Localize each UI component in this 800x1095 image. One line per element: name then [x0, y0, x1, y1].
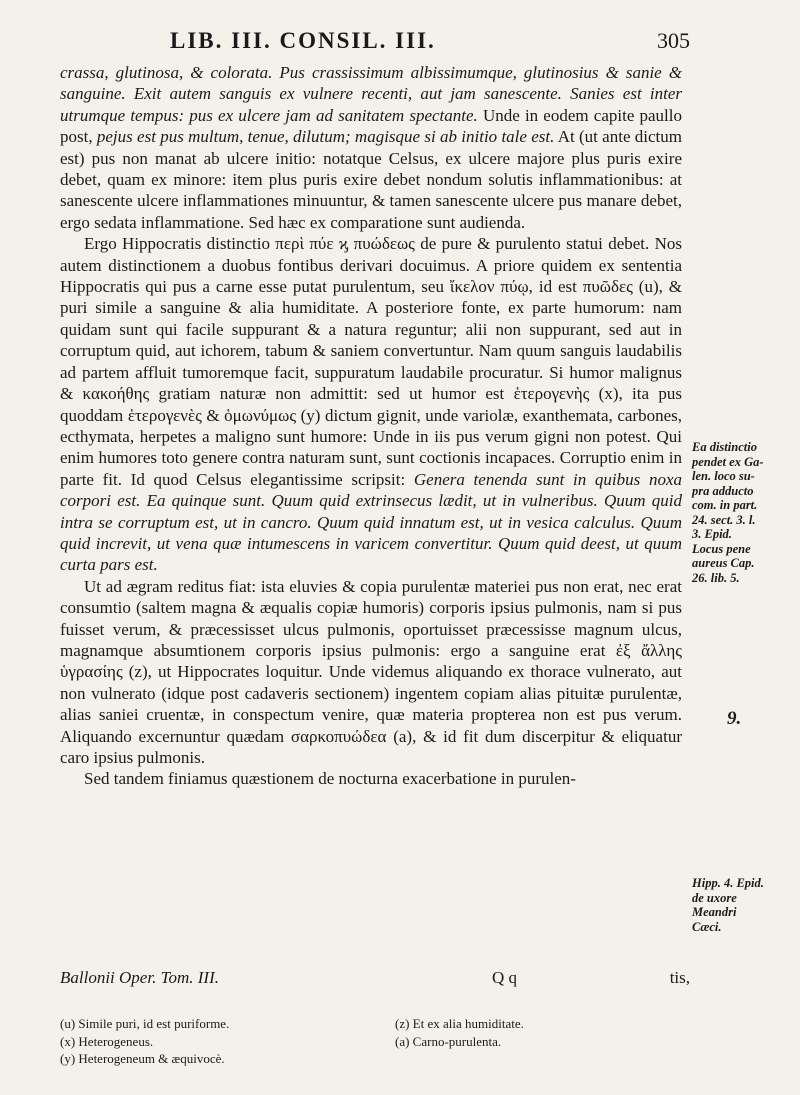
margin-note-line: 24. sect. 3. l.: [692, 512, 756, 527]
footnote: (y) Heterogeneum & æquivocè.: [60, 1051, 225, 1066]
page-footer-line: [60, 968, 690, 990]
margin-note-line: 3. Epid.: [692, 527, 732, 541]
paragraph: [60, 62, 682, 233]
margin-note-line: pendet ex Ga-: [692, 454, 764, 469]
margin-note-hippocrates: [692, 876, 797, 934]
text-segment: At (ut ante dictum est) pus non manat ab ulcere initio: notatque Celsus, ex ulcere majore plus puris exire debet, quam ex minore: item plus puris exire debet nondum solutis inflammationibus: at sanescente ulcere inflammationes minuuntur, & tamen sanescente ulcere pus manare debet, ergo sedata inflammatione. Sed hæc ex comparatione sunt audienda.: [60, 127, 682, 232]
page-header: [60, 28, 690, 58]
paragraph: [60, 768, 682, 789]
margin-note-line: len. loco su-: [692, 469, 755, 483]
text-segment: Unde in eodem capite paullo post,: [60, 105, 683, 147]
paragraph: [60, 576, 682, 769]
text-segment: crassa, glutinosa, & colorata. Pus crassissimum albissimumque, glutinosius & sanie & sanguine. Exit autem sanguis ex vulnere recenti, aut jam sanescente. Sanies est inter utrumque tempus: pus ex ulcere jam ad sanitatem spectante.: [60, 63, 682, 125]
footnote: (z) Et ex alia humiditate.: [395, 1016, 524, 1031]
margin-note-line: Hipp. 4. Epid.: [692, 876, 764, 890]
footnote: (x) Heterogeneus.: [60, 1033, 154, 1049]
text-segment: Sed tandem finiamus quæstionem de nocturna exacerbatione in purulen-: [84, 769, 576, 789]
paragraph: [60, 233, 682, 576]
margin-note-line: pra adducto: [692, 483, 754, 498]
text-segment: pejus est pus multum, tenue, dilutum; magisque si ab initio tale est.: [96, 127, 555, 147]
main-text: [60, 62, 682, 790]
margin-note-line: aureus Cap.: [692, 556, 755, 570]
margin-note-line: com. in part.: [692, 498, 758, 512]
margin-note-line: 26. lib. 5.: [692, 570, 740, 585]
footnote: (a) Carno-purulenta.: [395, 1033, 502, 1049]
margin-note-line: Ea distinctio: [692, 440, 757, 454]
text-segment: Genera tenenda sunt in quibus noxa corpori est. Ea quinque sunt. Quum quid extrinsecus lædit, ut in vulneribus. Quum quid intra se corruptum est, ut in cancro. Quum quid innatum est, ut in vesica calculus. Quum quid increvit, ut vena quæ intumescens in varicem convertitur. Quum quid deest, ut quum curta pars est.: [60, 469, 682, 575]
margin-note-line: Cæci.: [692, 919, 722, 934]
catchword: tis,: [669, 968, 690, 987]
footnote: (u) Simile puri, id est puriforme.: [60, 1016, 230, 1031]
volume-reference: Ballonii Oper. Tom. III.: [60, 968, 219, 987]
margin-number: 9.: [727, 708, 742, 729]
text-segment: Ut ad ægram reditus fiat: ista eluvies & copia purulentæ materiei pus non erat, nec erat consumtio (saltem magna & æqualis copiæ humoris) corporis ipsius pulmonis, nam si pus fuisset verum, & præcessisset ulcus pulmonis, oportuisset præcessisse magnum ulcus, magnamque absumtionem corporis ipsius pulmonis: ergo a sanguine erat ἐξ ἄλλης ὑγρασίης (z), ut Hippocrates loquitur. Unde videmus aliquando ex thorace vulnerato, aut non vulnerato (idque post cadaveris sectionem) ingentem copiam alias pituitæ purulentæ, alias saniei cruentæ, in conspectum venire, quæ materia propterea non est pus verum. Aliquando excernuntur quædam σαρκοπυώδεα (a), & id fit dum discerpitur & eliquatur caro ipsius pulmonis.: [60, 576, 682, 767]
footnote-column: [60, 1015, 360, 1068]
margin-note-line: Meandri: [692, 905, 737, 919]
page-number: 305: [657, 28, 690, 53]
margin-note-line: de uxore: [692, 890, 737, 905]
running-head: LIB. III. CONSIL. III.: [170, 28, 436, 53]
margin-note-galen: [692, 440, 797, 585]
signature-mark: Q q: [492, 968, 518, 987]
text-segment: Ergo Hippocratis distinctio περὶ πύε ϗ πυώδεως de pure & purulento statui debet. Nos autem distinctionem a duobus fontibus derivari docuimus. A priore quidem ex sententia Hippocratis qui pus a carne esse putat purulentum, seu ἴκελον πύῳ, id est πυῶδες (u), & puri simile a sanguine & alia humiditate. A posteriore fonte, ex parte humorum: nam quidam sunt qui facile suppurant & a natura reguntur; alii non suppurant, sed aut in corruptum quid, aut ichorem, tabum & saniem convertuntur. Nam quum sanguis laudabilis ad partem affluit tumoremque facit, suppuratum laudabile procuratur. Si humor malignus & κακοήθης gratiam naturæ non admittit: sed ut humor est ἑτερογενὴς (x), ita pus quoddam ἑτερογενὲς & ὁμωνύμως (y) dictum gignit, unde variolæ, exanthemata, carbones, ecthymata, herpetes a maligno sunt humore: Unde in iis pus verum gigni non potest. Qui enim humores toto genere contra naturam sunt, sunt coctionis incapaces. Corruptio enim in parte fit. Id quod Celsus elegantissime scripsit:: [60, 234, 682, 489]
footnote-column: [395, 1015, 695, 1050]
margin-note-line: Locus pene: [692, 541, 751, 556]
